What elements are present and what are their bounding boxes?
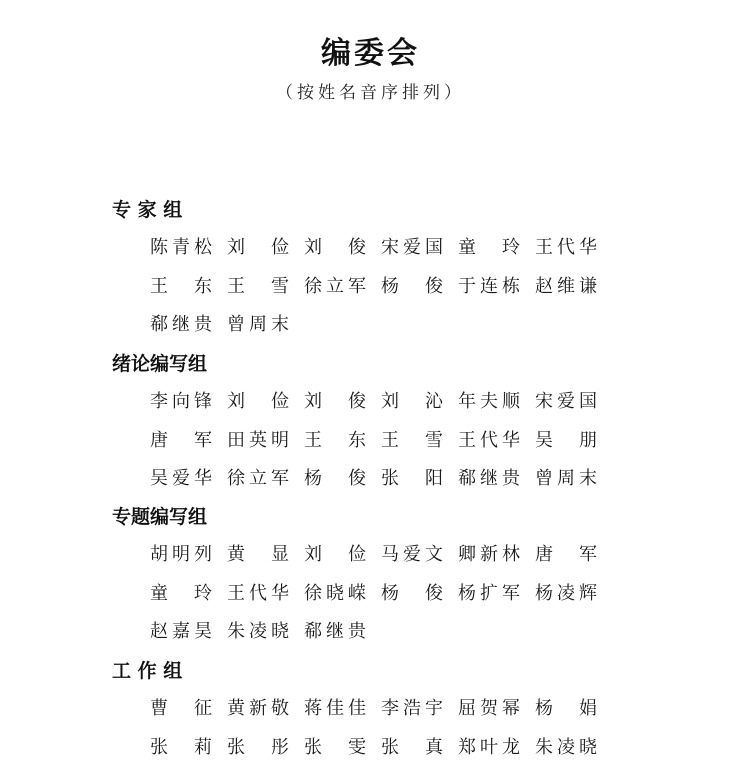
member-name: 杨 俊 (381, 275, 443, 297)
member-name: 曾周末 (535, 468, 597, 489)
member-name: 黄 显 (227, 544, 289, 565)
member-name: 唐 军 (150, 429, 212, 451)
member-name: 郗继贵 (458, 468, 520, 489)
member-name: 王 雪 (227, 275, 289, 297)
member-name: 徐晓嵘 (304, 582, 366, 604)
member-name: 王代华 (458, 429, 520, 451)
member-name: 于连栋 (458, 275, 520, 297)
member-name: 杨凌辉 (535, 582, 597, 604)
member-name: 徐立军 (304, 275, 366, 297)
member-name: 杨 娟 (535, 698, 597, 719)
member-name: 王 东 (150, 275, 212, 297)
member-name: 吴 朋 (535, 429, 597, 451)
member-name: 张 真 (381, 736, 443, 758)
member-name: 陈青松 (150, 237, 212, 258)
member-name: 徐立军 (227, 468, 289, 489)
member-name: 宋爱国 (535, 391, 597, 412)
member-name: 张 阳 (381, 468, 443, 489)
group-title: 绪论编写组 (112, 353, 208, 375)
member-name: 黄新敬 (227, 698, 289, 719)
member-name: 刘 俭 (304, 544, 366, 565)
member-name: 杨扩军 (458, 582, 520, 604)
member-name: 郗继贵 (150, 314, 212, 335)
group-title: 专 家 组 (112, 199, 183, 221)
member-name: 曾周末 (227, 314, 289, 335)
member-name: 刘 俭 (227, 391, 289, 412)
page-subtitle: （按姓名音序排列） (276, 83, 465, 103)
member-name: 赵嘉昊 (150, 621, 212, 642)
member-name: 刘 沁 (381, 391, 443, 412)
member-name: 张 雯 (304, 736, 366, 758)
member-name: 吴爱华 (150, 468, 212, 489)
member-name: 马爱文 (381, 544, 443, 565)
member-name: 张 彤 (227, 736, 289, 758)
member-name: 杨 俊 (381, 582, 443, 604)
member-name: 李向锋 (150, 391, 212, 412)
member-name: 王代华 (227, 582, 289, 604)
member-name: 王 雪 (381, 429, 443, 451)
member-name: 年夫顺 (458, 391, 520, 412)
member-name: 郑叶龙 (458, 736, 520, 758)
member-name: 郗继贵 (304, 621, 366, 642)
member-name: 朱凌晓 (227, 621, 289, 642)
member-name: 蒋佳佳 (304, 698, 366, 719)
member-name: 赵维谦 (535, 275, 597, 297)
member-name: 唐 军 (535, 544, 597, 565)
member-name: 童 玲 (458, 237, 520, 258)
member-name: 宋爱国 (381, 237, 443, 258)
member-name: 李浩宇 (381, 698, 443, 719)
member-name: 王 东 (304, 429, 366, 451)
page-title: 编委会 (321, 36, 420, 71)
member-name: 曹 征 (150, 698, 212, 719)
member-name: 刘 俊 (304, 237, 366, 258)
member-name: 张 莉 (150, 736, 212, 758)
member-name: 刘 俭 (227, 237, 289, 258)
member-name: 杨 俊 (304, 468, 366, 489)
group-title: 专题编写组 (112, 506, 208, 528)
member-name: 胡明列 (150, 544, 212, 565)
member-name: 屈贺幂 (458, 698, 520, 719)
member-name: 王代华 (535, 237, 597, 258)
member-name: 卿新林 (458, 544, 520, 565)
member-name: 童 玲 (150, 582, 212, 604)
member-name: 朱凌晓 (535, 736, 597, 758)
member-name: 田英明 (227, 429, 289, 451)
group-title: 工 作 组 (112, 660, 183, 682)
member-name: 刘 俊 (304, 391, 366, 412)
